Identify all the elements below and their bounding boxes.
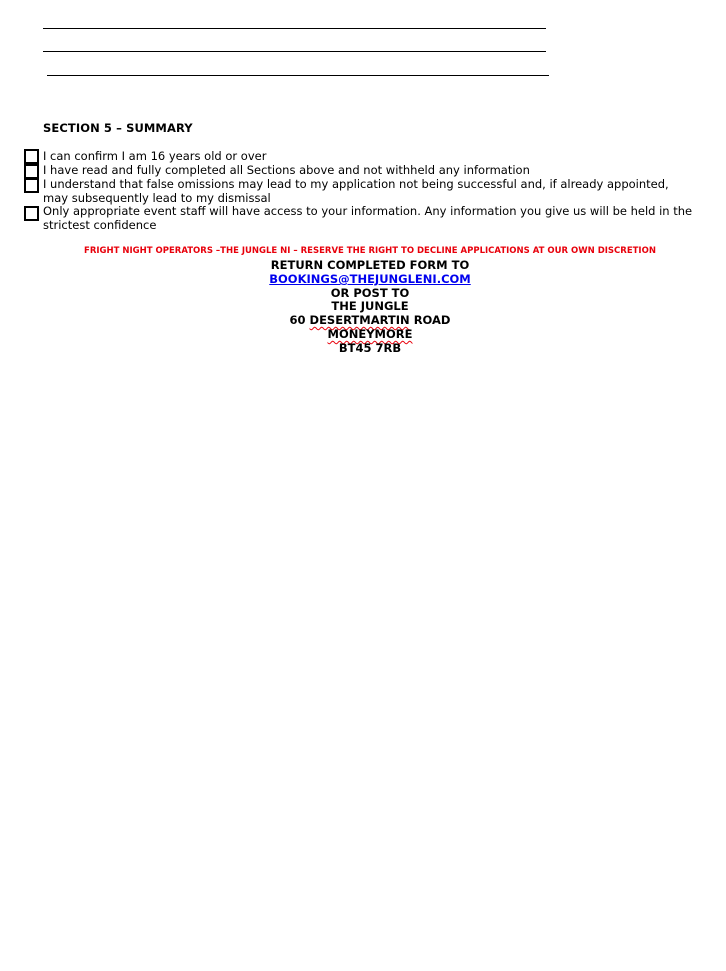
checkbox-row-omissions [23,177,695,205]
omissions-checkbox[interactable] [24,178,39,193]
answer-line-2[interactable] [43,51,546,52]
or-post-to: OR POST TO [330,286,410,300]
checkbox-row-age [23,149,695,163]
town-name: MONEYMORE [327,327,413,341]
checkbox-row-completed [23,163,695,177]
address-postcode: BT45 7RB [338,341,402,355]
address-street-name: DESERTMARTIN [309,313,410,327]
email-link[interactable]: BOOKINGS@THEJUNGLENI.COM [269,272,471,286]
disclaimer-text: FRIGHT NIGHT OPERATORS –THE JUNGLE NI – RESERVE THE RIGHT TO DECLINE APPLICATIONS AT OUR OWN DISCRETION [84,246,656,256]
checkbox-label-completed: I have read and fully completed all Sections above and not withheld any information [43,163,530,177]
address-street [0,313,726,327]
answer-line-3[interactable] [47,75,549,76]
checkbox-row-confidentiality [23,204,695,232]
address-number: 60 [289,313,306,327]
answer-line-1[interactable] [43,28,546,29]
section-title: SECTION 5 – SUMMARY [43,121,193,135]
address-name: THE JUNGLE [331,299,409,313]
address-street-type: ROAD [413,313,451,327]
checkbox-label-confidentiality: Only appropriate event staff will have access to your information. Any information you give us will be held in the strictest confidence [43,204,693,232]
email-row [0,272,726,286]
checkbox-label-omissions: I understand that false omissions may lead to my application not being successful and, if already appointed, may subsequently lead to my dismissal [43,177,669,205]
address-town [0,327,726,341]
confidentiality-checkbox[interactable] [24,206,39,221]
checkbox-label-age: I can confirm I am 16 years old or over [43,149,267,163]
age-checkbox[interactable] [24,149,39,164]
return-heading: RETURN COMPLETED FORM TO [270,258,470,272]
